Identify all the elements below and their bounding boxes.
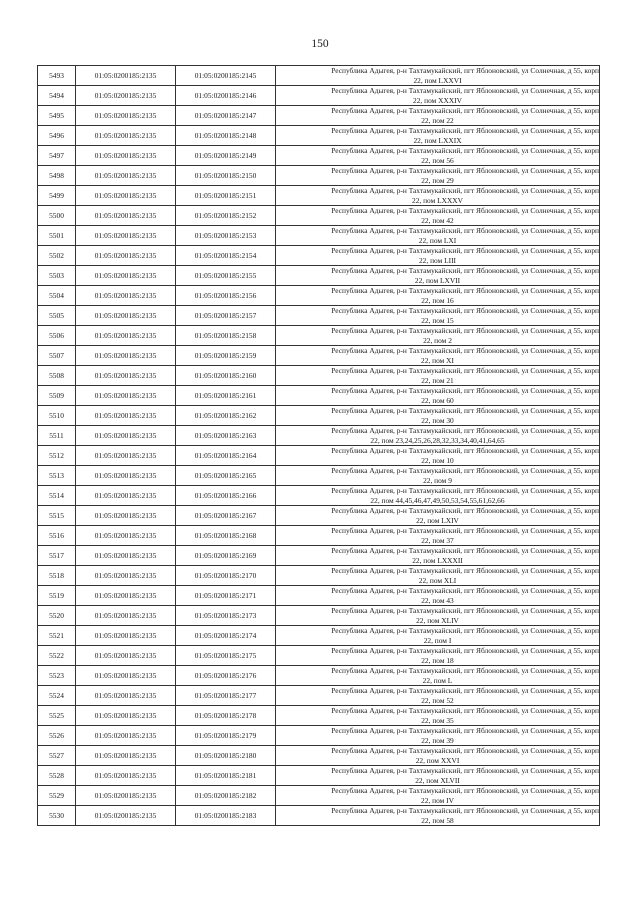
address-line-2: 22, пом IV <box>421 795 454 805</box>
address-line-2: 22, пом 43 <box>421 595 454 605</box>
cadastral-number-cell: 01:05:0200185:2151 <box>176 186 276 206</box>
table-row <box>38 246 600 266</box>
table-row <box>38 266 600 286</box>
address-line-1: Республика Адыгея, р-н Тахтамукайский, пгт Яблоновский, ул Солнечная, д 55, корп <box>331 786 599 795</box>
parent-cadastral-number-cell: 01:05:0200185:2135 <box>76 206 176 226</box>
address-line-1: Республика Адыгея, р-н Тахтамукайский, пгт Яблоновский, ул Солнечная, д 55, корп <box>331 246 599 255</box>
parent-cadastral-number-cell: 01:05:0200185:2135 <box>76 426 176 446</box>
parent-cadastral-number-cell: 01:05:0200185:2135 <box>76 106 176 126</box>
table-row <box>38 426 600 446</box>
table-row <box>38 346 600 366</box>
row-number-cell: 5494 <box>38 86 76 106</box>
cadastral-number-cell: 01:05:0200185:2180 <box>176 746 276 766</box>
address-line-1: Республика Адыгея, р-н Тахтамукайский, пгт Яблоновский, ул Солнечная, д 55, корп <box>331 766 599 775</box>
cadastral-number-cell: 01:05:0200185:2160 <box>176 366 276 386</box>
cadastral-number-cell: 01:05:0200185:2161 <box>176 386 276 406</box>
address-cell <box>276 346 600 366</box>
table-row <box>38 386 600 406</box>
table-row <box>38 806 600 826</box>
address-line-1: Республика Адыгея, р-н Тахтамукайский, пгт Яблоновский, ул Солнечная, д 55, корп <box>331 446 599 455</box>
address-cell <box>276 266 600 286</box>
address-line-2: 22, пом 35 <box>421 715 454 725</box>
address-cell <box>276 806 600 826</box>
row-number-cell: 5526 <box>38 726 76 746</box>
cadastral-number-cell: 01:05:0200185:2148 <box>176 126 276 146</box>
address-line-1: Республика Адыгея, р-н Тахтамукайский, пгт Яблоновский, ул Солнечная, д 55, корп <box>331 486 599 495</box>
address-line-1: Республика Адыгея, р-н Тахтамукайский, пгт Яблоновский, ул Солнечная, д 55, корп <box>331 626 599 635</box>
row-number-cell: 5525 <box>38 706 76 726</box>
address-line-1: Республика Адыгея, р-н Тахтамукайский, пгт Яблоновский, ул Солнечная, д 55, корп <box>331 746 599 755</box>
address-cell <box>276 546 600 566</box>
parent-cadastral-number-cell: 01:05:0200185:2135 <box>76 366 176 386</box>
table-row <box>38 526 600 546</box>
cadastral-number-cell: 01:05:0200185:2183 <box>176 806 276 826</box>
address-line-1: Республика Адыгея, р-н Тахтамукайский, пгт Яблоновский, ул Солнечная, д 55, корп <box>331 646 599 655</box>
table-row <box>38 106 600 126</box>
parent-cadastral-number-cell: 01:05:0200185:2135 <box>76 626 176 646</box>
address-line-2: 22, пом LXXXV <box>412 195 463 205</box>
address-line-1: Республика Адыгея, р-н Тахтамукайский, пгт Яблоновский, ул Солнечная, д 55, корп <box>331 666 599 675</box>
address-cell <box>276 126 600 146</box>
address-line-1: Республика Адыгея, р-н Тахтамукайский, пгт Яблоновский, ул Солнечная, д 55, корп <box>331 526 599 535</box>
parent-cadastral-number-cell: 01:05:0200185:2135 <box>76 126 176 146</box>
row-number-cell: 5515 <box>38 506 76 526</box>
parent-cadastral-number-cell: 01:05:0200185:2135 <box>76 506 176 526</box>
address-line-2: 22, пом LXIV <box>416 515 459 525</box>
parent-cadastral-number-cell: 01:05:0200185:2135 <box>76 246 176 266</box>
address-line-2: 22, пом XXXIV <box>413 95 462 105</box>
page-number: 150 <box>311 38 329 50</box>
address-line-1: Республика Адыгея, р-н Тахтамукайский, пгт Яблоновский, ул Солнечная, д 55, корп <box>331 686 599 695</box>
address-line-2: 22, пом 44,45,46,47,49,50,53,54,55,61,62,66 <box>370 495 505 505</box>
address-cell <box>276 226 600 246</box>
address-cell <box>276 706 600 726</box>
table-row <box>38 406 600 426</box>
address-line-2: 22, пом 23,24,25,26,28,32,33,34,40,41,64,65 <box>370 435 505 445</box>
address-line-1: Республика Адыгея, р-н Тахтамукайский, пгт Яблоновский, ул Солнечная, д 55, корп <box>331 726 599 735</box>
cadastral-number-cell: 01:05:0200185:2177 <box>176 686 276 706</box>
cadastral-number-cell: 01:05:0200185:2154 <box>176 246 276 266</box>
address-line-2: 22, пом 22 <box>421 115 454 125</box>
parent-cadastral-number-cell: 01:05:0200185:2135 <box>76 226 176 246</box>
parent-cadastral-number-cell: 01:05:0200185:2135 <box>76 726 176 746</box>
address-line-2: 22, пом 42 <box>421 215 454 225</box>
parent-cadastral-number-cell: 01:05:0200185:2135 <box>76 386 176 406</box>
address-cell <box>276 386 600 406</box>
address-cell <box>276 626 600 646</box>
cadastral-number-cell: 01:05:0200185:2162 <box>176 406 276 426</box>
table-row <box>38 586 600 606</box>
row-number-cell: 5502 <box>38 246 76 266</box>
cadastral-number-cell: 01:05:0200185:2169 <box>176 546 276 566</box>
address-cell <box>276 786 600 806</box>
table-row <box>38 786 600 806</box>
parent-cadastral-number-cell: 01:05:0200185:2135 <box>76 746 176 766</box>
parent-cadastral-number-cell: 01:05:0200185:2135 <box>76 566 176 586</box>
address-line-2: 22, пом 52 <box>421 695 454 705</box>
table-row <box>38 286 600 306</box>
address-line-2: 22, пом 56 <box>421 155 454 165</box>
cadastral-number-cell: 01:05:0200185:2178 <box>176 706 276 726</box>
parent-cadastral-number-cell: 01:05:0200185:2135 <box>76 146 176 166</box>
parent-cadastral-number-cell: 01:05:0200185:2135 <box>76 306 176 326</box>
address-cell <box>276 306 600 326</box>
row-number-cell: 5509 <box>38 386 76 406</box>
address-line-2: 22, пом 39 <box>421 735 454 745</box>
address-cell <box>276 166 600 186</box>
cadastral-number-cell: 01:05:0200185:2167 <box>176 506 276 526</box>
table-row <box>38 366 600 386</box>
address-cell <box>276 406 600 426</box>
cadastral-number-cell: 01:05:0200185:2166 <box>176 486 276 506</box>
address-line-1: Республика Адыгея, р-н Тахтамукайский, пгт Яблоновский, ул Солнечная, д 55, корп <box>331 606 599 615</box>
row-number-cell: 5514 <box>38 486 76 506</box>
row-number-cell: 5530 <box>38 806 76 826</box>
row-number-cell: 5517 <box>38 546 76 566</box>
address-cell <box>276 726 600 746</box>
parent-cadastral-number-cell: 01:05:0200185:2135 <box>76 766 176 786</box>
cadastral-number-cell: 01:05:0200185:2147 <box>176 106 276 126</box>
row-number-cell: 5507 <box>38 346 76 366</box>
address-line-1: Республика Адыгея, р-н Тахтамукайский, пгт Яблоновский, ул Солнечная, д 55, корп <box>331 426 599 435</box>
table-row <box>38 726 600 746</box>
cadastral-number-cell: 01:05:0200185:2150 <box>176 166 276 186</box>
parent-cadastral-number-cell: 01:05:0200185:2135 <box>76 526 176 546</box>
address-line-1: Республика Адыгея, р-н Тахтамукайский, пгт Яблоновский, ул Солнечная, д 55, корп <box>331 146 599 155</box>
cadastral-number-cell: 01:05:0200185:2170 <box>176 566 276 586</box>
parent-cadastral-number-cell: 01:05:0200185:2135 <box>76 406 176 426</box>
table-row <box>38 146 600 166</box>
parent-cadastral-number-cell: 01:05:0200185:2135 <box>76 166 176 186</box>
address-line-2: 22, пом XLI <box>418 575 457 585</box>
row-number-cell: 5506 <box>38 326 76 346</box>
address-cell <box>276 566 600 586</box>
address-line-1: Республика Адыгея, р-н Тахтамукайский, пгт Яблоновский, ул Солнечная, д 55, корп <box>331 166 599 175</box>
address-line-2: 22, пом 16 <box>421 295 454 305</box>
table-row <box>38 66 600 86</box>
address-cell <box>276 446 600 466</box>
address-cell <box>276 606 600 626</box>
address-cell <box>276 146 600 166</box>
parent-cadastral-number-cell: 01:05:0200185:2135 <box>76 606 176 626</box>
address-line-1: Республика Адыгея, р-н Тахтамукайский, пгт Яблоновский, ул Солнечная, д 55, корп <box>331 386 599 395</box>
cadastral-number-cell: 01:05:0200185:2157 <box>176 306 276 326</box>
cadastral-number-cell: 01:05:0200185:2149 <box>176 146 276 166</box>
address-line-1: Республика Адыгея, р-н Тахтамукайский, пгт Яблоновский, ул Солнечная, д 55, корп <box>331 86 599 95</box>
row-number-cell: 5496 <box>38 126 76 146</box>
table-row <box>38 766 600 786</box>
row-number-cell: 5499 <box>38 186 76 206</box>
cadastral-number-cell: 01:05:0200185:2155 <box>176 266 276 286</box>
address-line-2: 22, пом 21 <box>421 375 454 385</box>
table-row <box>38 306 600 326</box>
address-line-2: 22, пом I <box>423 635 452 645</box>
row-number-cell: 5508 <box>38 366 76 386</box>
table-row <box>38 546 600 566</box>
row-number-cell: 5521 <box>38 626 76 646</box>
address-line-1: Республика Адыгея, р-н Тахтамукайский, пгт Яблоновский, ул Солнечная, д 55, корп <box>331 226 599 235</box>
table-row <box>38 486 600 506</box>
parent-cadastral-number-cell: 01:05:0200185:2135 <box>76 646 176 666</box>
address-line-2: 22, пом XLIV <box>416 615 459 625</box>
table-row <box>38 206 600 226</box>
parent-cadastral-number-cell: 01:05:0200185:2135 <box>76 706 176 726</box>
cadastral-number-cell: 01:05:0200185:2153 <box>176 226 276 246</box>
address-cell <box>276 506 600 526</box>
address-line-2: 22, пом LXXIX <box>413 135 462 145</box>
address-cell <box>276 686 600 706</box>
table-row <box>38 126 600 146</box>
parent-cadastral-number-cell: 01:05:0200185:2135 <box>76 66 176 86</box>
cadastral-number-cell: 01:05:0200185:2158 <box>176 326 276 346</box>
address-line-1: Республика Адыгея, р-н Тахтамукайский, пгт Яблоновский, ул Солнечная, д 55, корп <box>331 266 599 275</box>
parent-cadastral-number-cell: 01:05:0200185:2135 <box>76 786 176 806</box>
address-line-2: 22, пом 18 <box>421 655 454 665</box>
cadastral-number-cell: 01:05:0200185:2146 <box>176 86 276 106</box>
cadastral-number-cell: 01:05:0200185:2168 <box>176 526 276 546</box>
address-line-2: 22, пом LXXXII <box>412 555 463 565</box>
row-number-cell: 5520 <box>38 606 76 626</box>
cadastral-number-cell: 01:05:0200185:2152 <box>176 206 276 226</box>
address-line-1: Республика Адыгея, р-н Тахтамукайский, пгт Яблоновский, ул Солнечная, д 55, корп <box>331 706 599 715</box>
address-line-1: Республика Адыгея, р-н Тахтамукайский, пгт Яблоновский, ул Солнечная, д 55, корп <box>331 186 599 195</box>
cadastral-number-cell: 01:05:0200185:2173 <box>176 606 276 626</box>
parent-cadastral-number-cell: 01:05:0200185:2135 <box>76 326 176 346</box>
row-number-cell: 5519 <box>38 586 76 606</box>
parent-cadastral-number-cell: 01:05:0200185:2135 <box>76 686 176 706</box>
address-line-2: 22, пом XXVI <box>415 755 460 765</box>
table-row <box>38 166 600 186</box>
address-line-1: Республика Адыгея, р-н Тахтамукайский, пгт Яблоновский, ул Солнечная, д 55, корп <box>331 546 599 555</box>
address-cell <box>276 466 600 486</box>
address-line-1: Республика Адыгея, р-н Тахтамукайский, пгт Яблоновский, ул Солнечная, д 55, корп <box>331 466 599 475</box>
address-line-2: 22, пом 58 <box>421 815 454 825</box>
address-line-1: Республика Адыгея, р-н Тахтамукайский, пгт Яблоновский, ул Солнечная, д 55, корп <box>331 406 599 415</box>
address-line-2: 22, пом 10 <box>421 455 454 465</box>
table-row <box>38 606 600 626</box>
address-cell <box>276 86 600 106</box>
table-row <box>38 506 600 526</box>
address-line-2: 22, пом L <box>422 675 453 685</box>
address-cell <box>276 526 600 546</box>
row-number-cell: 5501 <box>38 226 76 246</box>
table-row <box>38 446 600 466</box>
row-number-cell: 5527 <box>38 746 76 766</box>
table-row <box>38 86 600 106</box>
cadastral-number-cell: 01:05:0200185:2175 <box>176 646 276 666</box>
row-number-cell: 5524 <box>38 686 76 706</box>
parent-cadastral-number-cell: 01:05:0200185:2135 <box>76 806 176 826</box>
row-number-cell: 5500 <box>38 206 76 226</box>
parent-cadastral-number-cell: 01:05:0200185:2135 <box>76 446 176 466</box>
address-line-1: Республика Адыгея, р-н Тахтамукайский, пгт Яблоновский, ул Солнечная, д 55, корп <box>331 126 599 135</box>
address-line-2: 22, пом LIII <box>418 255 457 265</box>
address-cell <box>276 286 600 306</box>
address-line-1: Республика Адыгея, р-н Тахтамукайский, пгт Яблоновский, ул Солнечная, д 55, корп <box>331 106 599 115</box>
row-number-cell: 5522 <box>38 646 76 666</box>
address-line-1: Республика Адыгея, р-н Тахтамукайский, пгт Яблоновский, ул Солнечная, д 55, корп <box>331 346 599 355</box>
row-number-cell: 5516 <box>38 526 76 546</box>
address-cell <box>276 766 600 786</box>
registry-table <box>37 65 600 826</box>
parent-cadastral-number-cell: 01:05:0200185:2135 <box>76 346 176 366</box>
row-number-cell: 5504 <box>38 286 76 306</box>
row-number-cell: 5529 <box>38 786 76 806</box>
table-row <box>38 626 600 646</box>
address-line-2: 22, пом 2 <box>423 335 452 345</box>
table-row <box>38 566 600 586</box>
address-line-2: 22, пом LXXVI <box>413 75 462 85</box>
address-line-1: Республика Адыгея, р-н Тахтамукайский, пгт Яблоновский, ул Солнечная, д 55, корп <box>331 66 599 75</box>
table-row <box>38 466 600 486</box>
cadastral-number-cell: 01:05:0200185:2182 <box>176 786 276 806</box>
address-cell <box>276 486 600 506</box>
address-cell <box>276 646 600 666</box>
address-line-2: 22, пом XLVII <box>415 775 460 785</box>
row-number-cell: 5497 <box>38 146 76 166</box>
cadastral-number-cell: 01:05:0200185:2163 <box>176 426 276 446</box>
row-number-cell: 5518 <box>38 566 76 586</box>
cadastral-number-cell: 01:05:0200185:2174 <box>176 626 276 646</box>
parent-cadastral-number-cell: 01:05:0200185:2135 <box>76 186 176 206</box>
address-line-2: 22, пом LXI <box>418 235 457 245</box>
address-cell <box>276 426 600 446</box>
address-cell <box>276 66 600 86</box>
parent-cadastral-number-cell: 01:05:0200185:2135 <box>76 546 176 566</box>
row-number-cell: 5512 <box>38 446 76 466</box>
row-number-cell: 5511 <box>38 426 76 446</box>
table-row <box>38 326 600 346</box>
cadastral-number-cell: 01:05:0200185:2171 <box>176 586 276 606</box>
address-line-1: Республика Адыгея, р-н Тахтамукайский, пгт Яблоновский, ул Солнечная, д 55, корп <box>331 366 599 375</box>
address-line-1: Республика Адыгея, р-н Тахтамукайский, пгт Яблоновский, ул Солнечная, д 55, корп <box>331 326 599 335</box>
row-number-cell: 5498 <box>38 166 76 186</box>
address-line-1: Республика Адыгея, р-н Тахтамукайский, пгт Яблоновский, ул Солнечная, д 55, корп <box>331 806 599 815</box>
cadastral-number-cell: 01:05:0200185:2164 <box>176 446 276 466</box>
parent-cadastral-number-cell: 01:05:0200185:2135 <box>76 286 176 306</box>
table-row <box>38 706 600 726</box>
parent-cadastral-number-cell: 01:05:0200185:2135 <box>76 486 176 506</box>
address-cell <box>276 586 600 606</box>
row-number-cell: 5495 <box>38 106 76 126</box>
address-line-1: Республика Адыгея, р-н Тахтамукайский, пгт Яблоновский, ул Солнечная, д 55, корп <box>331 306 599 315</box>
parent-cadastral-number-cell: 01:05:0200185:2135 <box>76 86 176 106</box>
address-line-1: Республика Адыгея, р-н Тахтамукайский, пгт Яблоновский, ул Солнечная, д 55, корп <box>331 586 599 595</box>
table-row <box>38 746 600 766</box>
table-row <box>38 226 600 246</box>
address-line-2: 22, пом 15 <box>421 315 454 325</box>
table-row <box>38 646 600 666</box>
table-row <box>38 666 600 686</box>
address-cell <box>276 106 600 126</box>
cadastral-number-cell: 01:05:0200185:2181 <box>176 766 276 786</box>
cadastral-number-cell: 01:05:0200185:2179 <box>176 726 276 746</box>
address-line-1: Республика Адыгея, р-н Тахтамукайский, пгт Яблоновский, ул Солнечная, д 55, корп <box>331 286 599 295</box>
parent-cadastral-number-cell: 01:05:0200185:2135 <box>76 266 176 286</box>
row-number-cell: 5528 <box>38 766 76 786</box>
address-line-2: 22, пом 30 <box>421 415 454 425</box>
table-row <box>38 686 600 706</box>
row-number-cell: 5503 <box>38 266 76 286</box>
parent-cadastral-number-cell: 01:05:0200185:2135 <box>76 666 176 686</box>
table-row <box>38 186 600 206</box>
registry-table-body <box>38 66 600 826</box>
cadastral-number-cell: 01:05:0200185:2156 <box>176 286 276 306</box>
address-line-2: 22, пом LXVII <box>414 275 461 285</box>
address-line-1: Республика Адыгея, р-н Тахтамукайский, пгт Яблоновский, ул Солнечная, д 55, корп <box>331 506 599 515</box>
row-number-cell: 5505 <box>38 306 76 326</box>
address-line-2: 22, пом 9 <box>423 475 452 485</box>
cadastral-number-cell: 01:05:0200185:2176 <box>176 666 276 686</box>
row-number-cell: 5510 <box>38 406 76 426</box>
address-line-1: Республика Адыгея, р-н Тахтамукайский, пгт Яблоновский, ул Солнечная, д 55, корп <box>331 566 599 575</box>
parent-cadastral-number-cell: 01:05:0200185:2135 <box>76 466 176 486</box>
cadastral-number-cell: 01:05:0200185:2165 <box>176 466 276 486</box>
row-number-cell: 5493 <box>38 66 76 86</box>
row-number-cell: 5513 <box>38 466 76 486</box>
address-cell <box>276 246 600 266</box>
address-line-2: 22, пом XI <box>421 355 454 365</box>
row-number-cell: 5523 <box>38 666 76 686</box>
address-cell <box>276 366 600 386</box>
address-line-2: 22, пом 37 <box>421 535 454 545</box>
address-cell <box>276 666 600 686</box>
parent-cadastral-number-cell: 01:05:0200185:2135 <box>76 586 176 606</box>
address-cell <box>276 206 600 226</box>
address-line-2: 22, пом 29 <box>421 175 454 185</box>
address-line-2: 22, пом 60 <box>421 395 454 405</box>
address-cell <box>276 326 600 346</box>
cadastral-number-cell: 01:05:0200185:2159 <box>176 346 276 366</box>
address-cell <box>276 746 600 766</box>
cadastral-number-cell: 01:05:0200185:2145 <box>176 66 276 86</box>
address-cell <box>276 186 600 206</box>
address-line-1: Республика Адыгея, р-н Тахтамукайский, пгт Яблоновский, ул Солнечная, д 55, корп <box>331 206 599 215</box>
